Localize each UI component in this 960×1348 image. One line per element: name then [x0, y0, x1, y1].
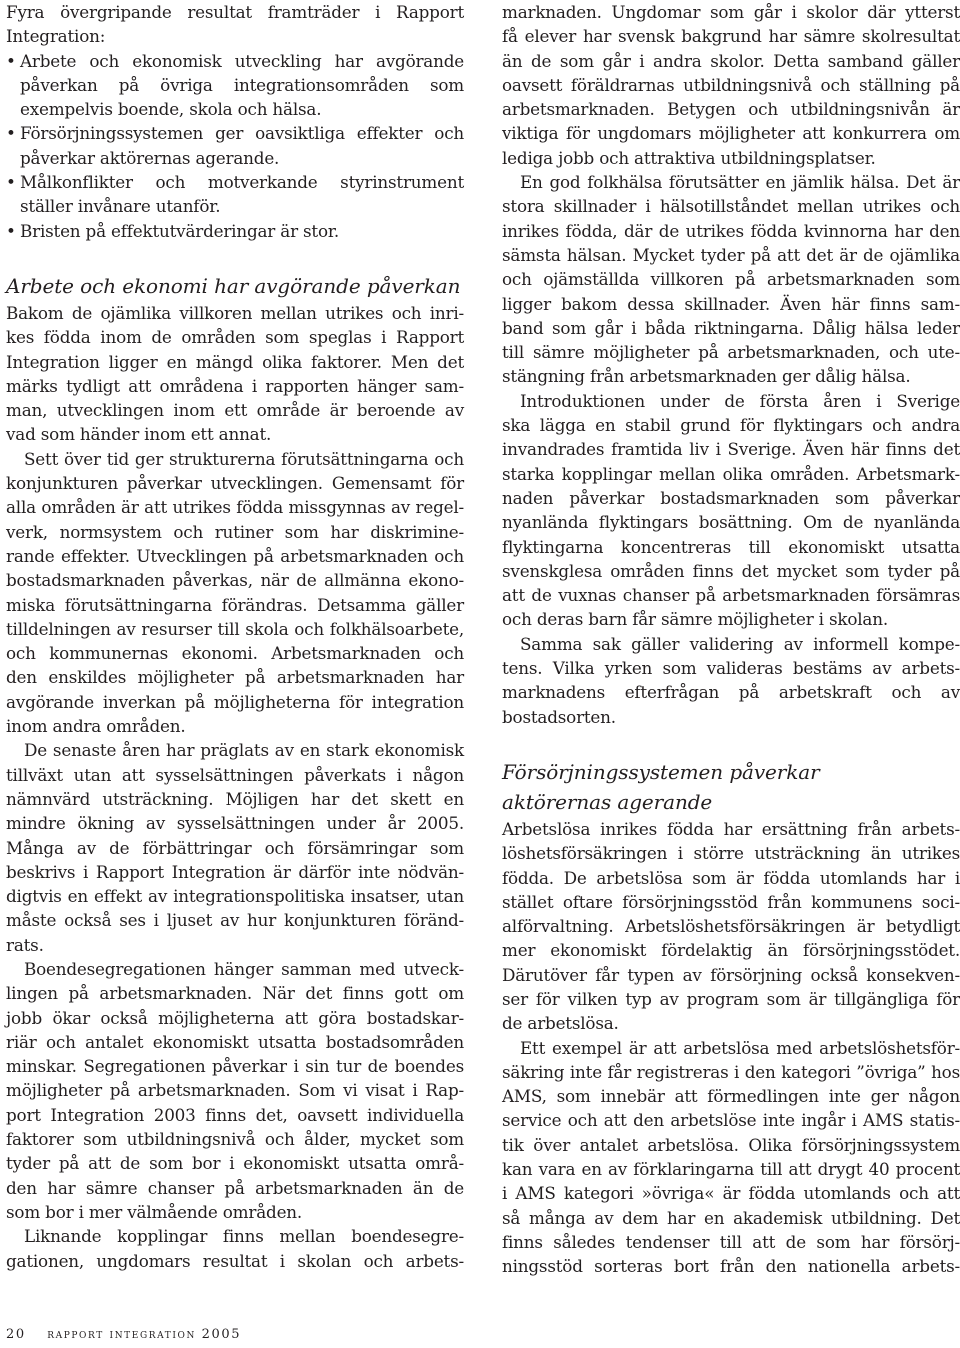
- text-line: stora skillnader i hälsotillståndet mellan utrikes och: [502, 196, 960, 217]
- text-line: till sämre möjligheter på arbetsmarknaden, och ute-: [502, 342, 960, 363]
- text-line: och deras barn får sämre möjligheter i skolan.: [502, 609, 888, 630]
- text-line: ska lägga en stabil grund för flyktingars och andra: [502, 415, 960, 436]
- bullet-line: [6, 170, 464, 194]
- text-line: mer ekonomiskt fördelaktig än försörjningsstödet.: [502, 940, 960, 961]
- text-line: och ojämställda villkoren på arbetsmarknaden som: [502, 269, 960, 290]
- text-line: konjunkturen påverkar utvecklingen. Gemensamt för: [6, 473, 464, 494]
- text-line: Arbetslösa inrikes födda har ersättning från arbets-: [502, 818, 960, 839]
- text-line: tillväxt utan att sysselsättningen påverkats i någon: [6, 764, 464, 785]
- text-line: riär och antalet ekonomiskt utsatta bostadsområden: [6, 1031, 464, 1052]
- text-line: De senaste åren har präglats av en stark ekonomisk: [24, 740, 464, 761]
- text-line: Liknande kopplingar finns mellan boendesegre-: [24, 1226, 464, 1247]
- text-line: oavsett föräldrarnas utbildningsnivå och ställning på: [502, 74, 960, 95]
- text-line: minskar. Segregationen påverkar i sin tur de boendes: [6, 1056, 464, 1077]
- text-line: mindre ökning av sysselsättningen under år 2005.: [6, 813, 464, 834]
- text-line: Introduktionen under de första åren i Sverige: [520, 390, 960, 411]
- text-line: påverkan på övriga integrationsområden som: [20, 74, 464, 95]
- text-line: Sett över tid ger strukturerna förutsättningarna och: [24, 448, 464, 469]
- text-line: ser för vilken typ av program som är tillgängliga för: [502, 988, 960, 1009]
- text-line: inom andra områden.: [6, 716, 186, 737]
- section-heading: aktörernas agerande: [502, 789, 713, 814]
- text-line: band som går i båda riktningarna. Dålig hälsa leder: [502, 317, 960, 338]
- text-line: jobb ökar också möjligheterna att göra bostadskar-: [6, 1007, 464, 1028]
- text-line: marknadens efterfrågan på arbetskraft och av: [502, 682, 960, 703]
- text-line: lingen på arbetsmarknaden. När det finns gott om: [6, 983, 464, 1004]
- text-line: beskrivs i Rapport Integration är därför inte nödvän-: [6, 861, 464, 882]
- text-line: bostadsorten.: [502, 706, 616, 727]
- text-line: inrikes födda, där de utrikes födda kvinnorna har den: [502, 220, 960, 241]
- text-line: den har sämre chanser på arbetsmarknaden än de: [6, 1177, 464, 1198]
- bullet-line: [6, 49, 464, 73]
- bullet-text: Bristen på effektutvärderingar är stor.: [20, 220, 339, 241]
- text-line: alla områden är att utrikes födda missgynnas av regel-: [6, 497, 464, 518]
- text-line: märks tydligt att områdena i rapporten hänger sam-: [6, 375, 464, 396]
- text-line: den enskildes möjligheter på arbetsmarknaden har: [6, 667, 464, 688]
- left-column: [6, 0, 464, 1273]
- bullet-line: [6, 121, 464, 145]
- text-line: påverkar aktörernas agerande.: [20, 147, 280, 168]
- section-heading: Försörjningssystemen påverkar: [502, 759, 820, 784]
- text-line: så många av dem har en akademisk utbildning. Det: [502, 1207, 960, 1228]
- text-line: än de som går i andra skolor. Detta samband gäller: [502, 50, 960, 71]
- bullet-text: Arbete och ekonomisk utveckling har avgörande: [20, 50, 464, 71]
- text-line: starka kopplingar mellan olika områden. Arbetsmark-: [502, 463, 960, 484]
- text-line: tik över antalet arbetslösa. Olika försörjningssystem: [502, 1134, 960, 1155]
- text-line: Integration ligger en mängd olika faktorer. Men det: [6, 351, 464, 372]
- text-line: svenskglesa områden finns det mycket som tyder på: [502, 560, 960, 581]
- text-line: och kommunernas ekonomi. Arbetsmarknaden och: [6, 643, 464, 664]
- text-line: avgörande inverkan på möjligheterna för integration: [6, 691, 464, 712]
- text-line: löshetsförsäkringen i större utsträckning än utrikes: [502, 843, 960, 864]
- text-line: ningsstöd sorteras bort från den nationella arbets-: [502, 1256, 960, 1277]
- text-line: Bakom de ojämlika villkoren mellan utrikes och inri-: [6, 302, 464, 323]
- text-line: Många av de förbättringar och försämringar som: [6, 837, 464, 858]
- text-line: arbetsmarknaden. Betygen och utbildningsnivån är: [502, 99, 960, 120]
- text-line: Integration:: [6, 26, 106, 47]
- text-line: exempelvis boende, skola och hälsa.: [20, 99, 322, 120]
- bullet-icon: •: [6, 123, 16, 144]
- text-line: miska förutsättningarna förändras. Detsamma gäller: [6, 594, 464, 615]
- text-line: säkring inte får registreras i den kategori ”övriga” hos: [502, 1061, 960, 1082]
- text-line: i AMS kategori »övriga« är födda utomlands och att: [502, 1183, 960, 1204]
- text-line: port Integration 2003 finns det, oavsett individuella: [6, 1104, 464, 1125]
- text-line: Därutöver får typen av försörjning också konsekven-: [502, 964, 960, 985]
- text-line: tilldelningen av resurser till skola och folkhälsoarbete,: [6, 618, 464, 639]
- text-line: man, utvecklingen inom ett område är beroende av: [6, 400, 464, 421]
- text-line: alförvaltning. Arbetslöshetsförsäkringen är betydligt: [502, 916, 960, 937]
- text-line: flyktingarna koncentreras till ekonomiskt utsatta: [502, 536, 960, 557]
- bullet-icon: •: [6, 50, 16, 71]
- text-line: måste också ses i ljuset av hur konjunkturen föränd-: [6, 910, 464, 931]
- text-line: finns således tendenser till att de som har försörj-: [502, 1231, 960, 1252]
- text-line: få elever har svensk bakgrund har sämre skolresultat: [502, 26, 960, 47]
- bullet-icon: •: [6, 172, 16, 193]
- text-line: invandrades framtida liv i Sverige. Även här finns det: [502, 439, 960, 460]
- text-line: de arbetslösa.: [502, 1013, 619, 1034]
- text-line: sämsta hälsan. Mycket tyder på att det är de ojämlika: [502, 244, 960, 265]
- bullet-text: Målkonflikter och motverkande styrinstrument: [20, 172, 464, 193]
- page-number: 20: [6, 1327, 26, 1342]
- text-line: gationen, ungdomars resultat i skolan och arbets-: [6, 1250, 464, 1271]
- section-gap: [502, 729, 960, 757]
- text-line: Boendesegregationen hänger samman med utveck-: [24, 958, 464, 979]
- text-line: naden påverkar bostadsmarknaden som påverkar: [502, 487, 960, 508]
- text-line: ställer invånare utanför.: [20, 196, 221, 217]
- text-line: kes födda inom de områden som speglas i Rapport: [6, 327, 464, 348]
- text-line: En god folkhälsa förutsätter en jämlik hälsa. Det är: [520, 172, 960, 193]
- text-line: digtvis en effekt av integrationspolitiska insatser, utan: [6, 886, 464, 907]
- text-line: rande effekter. Utvecklingen på arbetsmarknaden och: [6, 545, 464, 566]
- text-line: faktorer som utbildningsnivå och ålder, mycket som: [6, 1129, 464, 1150]
- text-line: nyanlända flyktingars bosättning. Om de nyanlända: [502, 512, 960, 533]
- text-line: lediga jobb och attraktiva utbildningsplatser.: [502, 147, 876, 168]
- text-line: viktiga för ungdomars möjligheter att konkurrera om: [502, 123, 960, 144]
- text-line: tens. Vilka yrken som valideras bestäms av arbets-: [502, 658, 960, 679]
- text-line: AMS, som innebär att förmedlingen inte ger någon: [502, 1086, 960, 1107]
- text-line: verk, normsystem och rutiner som har diskrimine-: [6, 521, 464, 542]
- text-line: födda. De arbetslösa som är födda utomlands har i: [502, 867, 960, 888]
- text-line: Fyra övergripande resultat framträder i Rapport: [6, 2, 464, 22]
- publication-title: rapport integration 2005: [47, 1327, 242, 1342]
- text-line: vad som händer inom ett annat.: [6, 424, 272, 445]
- text-line: Ett exempel är att arbetslösa med arbetslöshetsför-: [520, 1037, 960, 1058]
- text-line: bostadsmarknaden påverkas, när de allmänna ekono-: [6, 570, 464, 591]
- section-gap: [6, 243, 464, 271]
- section-heading: Arbete och ekonomi har avgörande påverkan: [6, 273, 461, 298]
- text-line: möjligheter på arbetsmarknaden. Som vi visat i Rap-: [6, 1080, 464, 1101]
- text-line: ligger bakom dessa skillnader. Även här finns sam-: [502, 293, 960, 314]
- text-line: nämnvärd utsträckning. Möjligen har det skett en: [6, 788, 464, 809]
- bullet-line: [6, 219, 464, 243]
- text-line: att de vuxnas chanser på arbetsmarknaden försämras: [502, 585, 960, 606]
- bullet-text: Försörjningssystemen ger oavsiktliga effekter och: [20, 123, 464, 144]
- text-line: som bor i mer välmående områden.: [6, 1201, 303, 1222]
- right-column: [502, 0, 960, 1279]
- bullet-icon: •: [6, 220, 16, 241]
- text-line: kan vara en av förklaringarna till att drygt 40 procent: [502, 1159, 960, 1180]
- text-line: Samma sak gäller validering av informell kompe-: [520, 633, 960, 654]
- page-footer: [6, 1327, 241, 1342]
- text-line: stängning från arbetsmarknaden ger dålig hälsa.: [502, 366, 911, 387]
- text-line: stället oftare försörjningsstöd från kommunens soci-: [502, 891, 960, 912]
- text-line: tyder på att de som bor i ekonomiskt utsatta områ-: [6, 1153, 464, 1174]
- text-line: marknaden. Ungdomar som går i skolor där ytterst: [502, 2, 960, 22]
- text-line: rats.: [6, 934, 44, 955]
- text-line: service och att den arbetslöse inte ingår i AMS statis-: [502, 1110, 960, 1131]
